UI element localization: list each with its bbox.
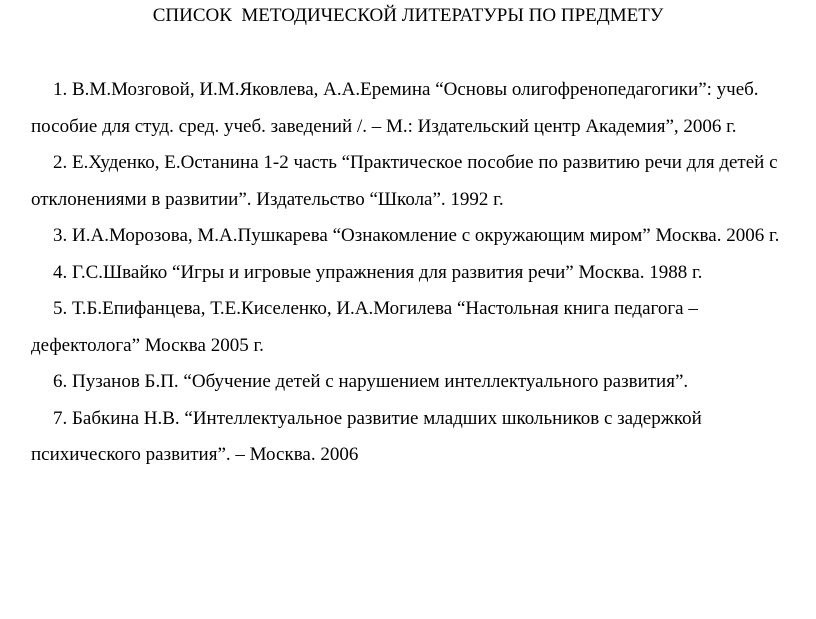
bibliography-list [31, 72, 793, 474]
bibliography-entry-2: 2. Е.Худенко, Е.Останина 1-2 часть “Практическое пособие по развитию речи для детей с отклонениями в развитии”. Издательство “Школа”. 1992 г. [31, 152, 778, 210]
bibliography-entry-3: 3. И.А.Морозова, М.А.Пушкарева “Ознакомление с окружающим миром” Москва. 2006 г. [53, 225, 780, 246]
bibliography-entry-6: 6. Пузанов Б.П. “Обучение детей с нарушением интеллектуального развития”. [53, 371, 689, 392]
bibliography-entry-7: 7. Бабкина Н.В. “Интеллектуальное развитие младших школьников с задержкой психического развития”. – Москва. 2006 [31, 407, 702, 465]
bibliography-entry-1: 1. В.М.Мозговой, И.М.Яковлева, А.А.Еремина “Основы олигофренопедагогики”: учеб. пособие для студ. сред. учеб. заведений /. – М.: Издательский центр Академия”, 2006 г. [31, 79, 759, 137]
bibliography-entry-5: 5. Т.Б.Епифанцева, Т.Е.Киселенко, И.А.Могилева “Настольная книга педагога – дефектолога” Москва 2005 г. [31, 298, 698, 356]
page-title: СПИСОК МЕТОДИЧЕСКОЙ ЛИТЕРАТУРЫ ПО ПРЕДМЕТУ [152, 5, 664, 26]
bibliography-entry-4: 4. Г.С.Швайко “Игры и игровые упражнения для развития речи” Москва. 1988 г. [53, 261, 703, 283]
